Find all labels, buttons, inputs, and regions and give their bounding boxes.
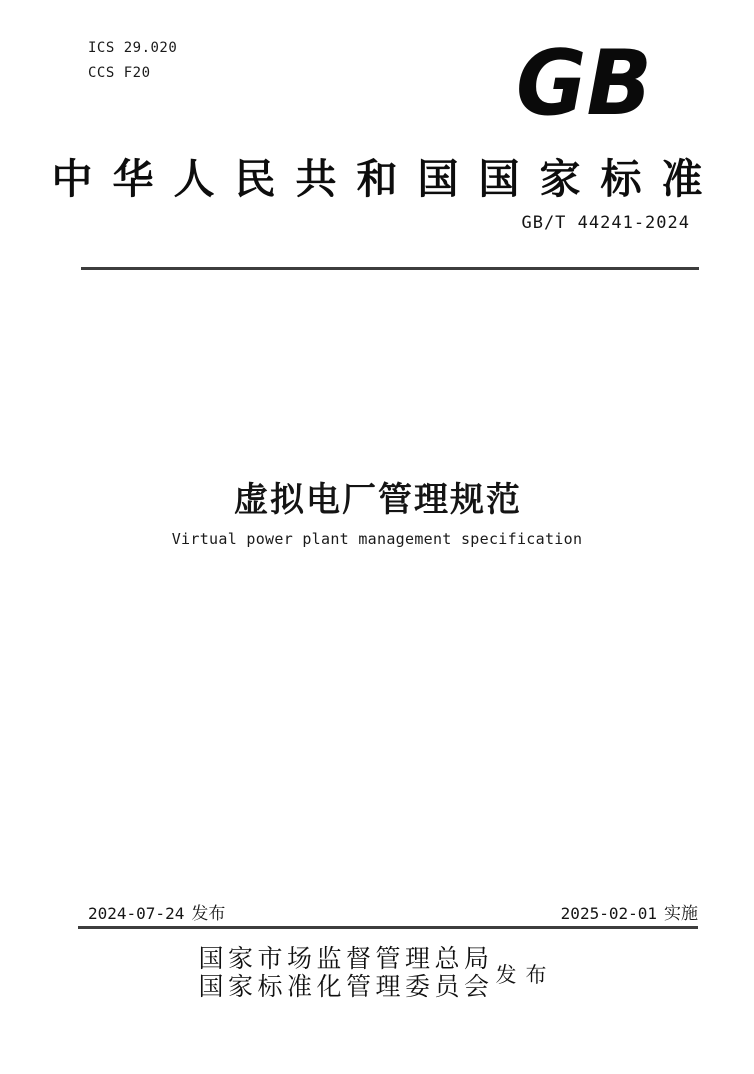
issue-date: 2024-07-24 xyxy=(88,904,185,923)
publisher-line-2: 国家标准化管理委员会 xyxy=(198,974,494,1001)
publisher-block xyxy=(0,946,754,1002)
document-title-chinese: 虚拟电厂管理规范 xyxy=(234,481,522,519)
issue-date-label: 发布 xyxy=(191,904,226,923)
issue-date-group xyxy=(88,899,225,924)
national-standard-title: 中华人民共和国国家标准 xyxy=(51,156,723,202)
implement-date: 2025-02-01 xyxy=(560,904,657,923)
publisher-line-1: 国家市场监督管理总局 xyxy=(198,946,494,973)
publisher-names xyxy=(198,946,493,1002)
document-title-english: Virtual power plant management specification xyxy=(171,530,583,548)
header-divider-line xyxy=(81,267,699,270)
dates-row xyxy=(88,899,698,924)
implement-date-group xyxy=(561,899,698,924)
footer-divider-line xyxy=(78,926,698,929)
classification-codes xyxy=(88,36,177,86)
gb-logo-icon xyxy=(516,31,652,136)
gb-logo-text: GB xyxy=(516,31,652,136)
implement-date-label: 实施 xyxy=(664,904,698,923)
publish-label: 发布 xyxy=(495,963,556,987)
standard-number: GB/T 44241-2024 xyxy=(521,213,690,233)
ics-code: ICS 29.020 xyxy=(88,40,178,56)
ccs-code: CCS F20 xyxy=(88,65,151,81)
